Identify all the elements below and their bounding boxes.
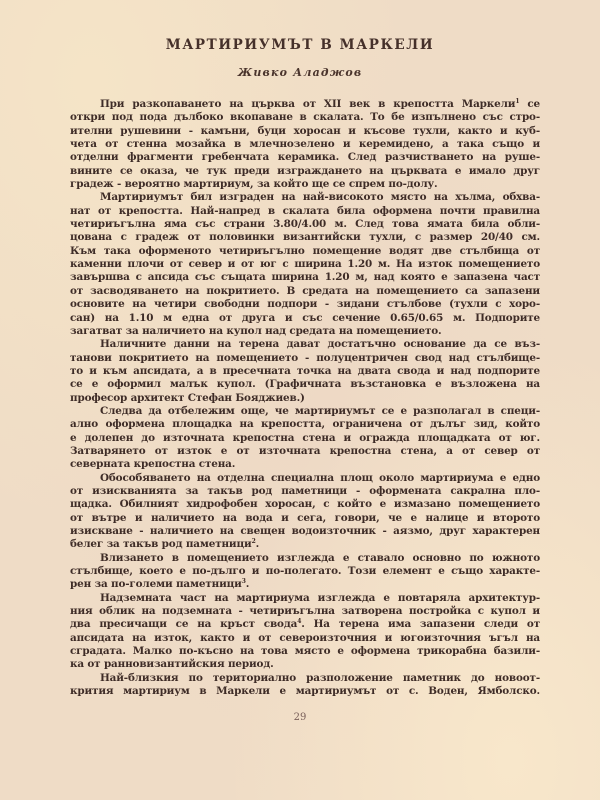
text-line: изискване - наличието на свещен водоизточник - аязмо, друг характерен [70, 525, 540, 537]
text-line: от засводяването на покритието. В средата на помещението са запазени [70, 284, 540, 297]
article-author: Живко Аладжов [237, 66, 363, 79]
text-line: Наличните данни на терена дават достатъчно основание да се въз- [100, 338, 540, 351]
text-line: ителни рушевини - камъни, буци хоросан и късове тухли, както и куб- [70, 124, 540, 137]
text-line: Най-близкия по териториално разположение паметник до новоот- [100, 671, 540, 684]
text-line: щадка. Обилният хидрофобен хоросан, с който е измазано помещението [70, 498, 540, 511]
text-line: ка от ранновизантийския период. [70, 658, 274, 671]
paragraph-8 [70, 672, 540, 699]
text-line: каменни плочи от север и от юг с ширина 1.20 м. На изток помещението [70, 258, 540, 271]
paragraph-2 [70, 191, 540, 338]
text-line: Обособяването на отделна специална площ около мартириума е едно [100, 471, 540, 484]
text-line: отделни фрагменти гребенчата керамика. След разчистването на руше- [70, 151, 540, 164]
text-line: е долепен до източната крепостна стена и огражда площадката от юг. [70, 431, 540, 444]
paragraph-1 [70, 98, 540, 191]
text-line: вините се оказа, че тук преди изграждането на църквата е имало друг [70, 164, 540, 177]
text-line: професор архитект Стефан Бояджиев.) [70, 391, 305, 404]
text-line: Към така оформеното четириъгълно помещение водят две стълбища от [70, 244, 540, 257]
text-line: Следва да отбележим още, че мартириумът се е разполагал в специ- [100, 404, 540, 417]
paragraph-3 [70, 338, 540, 405]
text-line: сан) на 1.10 м една от друга и със сечение 0.65/0.65 м. Подпорите [70, 311, 540, 324]
text-line: крития мартириум в Маркели е мартириумът от с. Воден, Ямболско. [70, 685, 540, 698]
text-line: рен за по-големи паметници$^3$. [70, 578, 250, 591]
text-line: два пресичащи се на кръст свода$^4$. На терена има запазени следи от [70, 618, 540, 631]
text-line: Влизането в помещението изглежда е ставало основно по южното [100, 551, 540, 564]
article-body [70, 98, 540, 698]
text-line: Надземната част на мартириума изглежда е повтаряла архитектур- [100, 591, 540, 604]
text-line: се е оформил малък купол. (Графичната възстановка е възложена на [70, 378, 540, 391]
footnote-ref: 2 [251, 538, 256, 546]
text-line: от вътре и наличието на вода и сега, говори, че е налице и второто [70, 511, 540, 524]
page-number: 29 [293, 712, 307, 723]
text-line: белег за такъв род паметници$^2$. [70, 538, 260, 551]
footnote-ref: 1 [515, 98, 520, 105]
text-line: ния облик на подземната - четириъгълна затворена постройка с купол и [70, 605, 540, 618]
paragraph-7 [70, 592, 540, 672]
text-line: загатват за наличието на купол над средата на помещението. [70, 324, 442, 337]
paragraph-4 [70, 405, 540, 472]
text-line: сградата. Малко по-късно на това място е оформена трикорабна базили- [70, 645, 540, 658]
text-line: Затварянето от изток е от източната крепостна стена, а от север от [70, 444, 540, 457]
text-line: четириъгълна яма със страни 3.80/4.00 м. След това ямата била обли- [70, 218, 540, 231]
footnote-ref: 4 [297, 618, 302, 626]
text-line: стълбище, което е по-дълго и по-полегато. Този елемент е също характе- [70, 565, 540, 578]
text-line: откри под пода дълбоко вкопаване в скалата. То бе изпълнено със стро- [70, 111, 540, 124]
text-line: северната крепостна стена. [70, 458, 236, 471]
text-line: При разкопаването на църква от XII век в крепостта Маркели$^1$ се [100, 98, 541, 110]
text-line: танови покритието на помещението - полуцентричен свод над стълбище- [70, 351, 540, 364]
text-line: чета от стенна мозайка в млечнозелено и керемидено, а така също и [70, 138, 540, 151]
text-line: градеж - вероятно мартириум, за който ще се спрем по-долу. [70, 178, 438, 191]
text-line: ално оформена площадка на крепостта, ограничена от дълъг зид, който [70, 418, 540, 431]
text-line: от изискванията за такъв род паметници - оформената сакрална пло- [70, 484, 540, 497]
text-line: то и към апсидата, а в пресечната точка на двата свода и над подпорите [70, 364, 540, 377]
text-line: апсидата на изток, както и от североизточния и югоизточния ъгъл на [70, 631, 540, 644]
text-line: нат от крепостта. Най-напред в скалата била оформена почти правилна [70, 204, 540, 217]
text-line: основите на четири свободни подпори - зидани стълбове (тухли с хоро- [70, 298, 540, 311]
paragraph-5 [70, 472, 540, 552]
article-title: МАРТИРИУМЪТ В МАРКЕЛИ [165, 37, 435, 53]
paragraph-6 [70, 552, 540, 592]
text-line: завършва с апсида със същата ширина 1.20 м, над която е запазена част [70, 271, 540, 284]
text-line: цована с градеж от половинки византийски тухли, с размер 20/40 см. [70, 231, 540, 244]
footnote-ref: 3 [241, 578, 246, 586]
text-line: Мартириумът бил изграден на най-високото място на хълма, обхва- [100, 191, 540, 204]
